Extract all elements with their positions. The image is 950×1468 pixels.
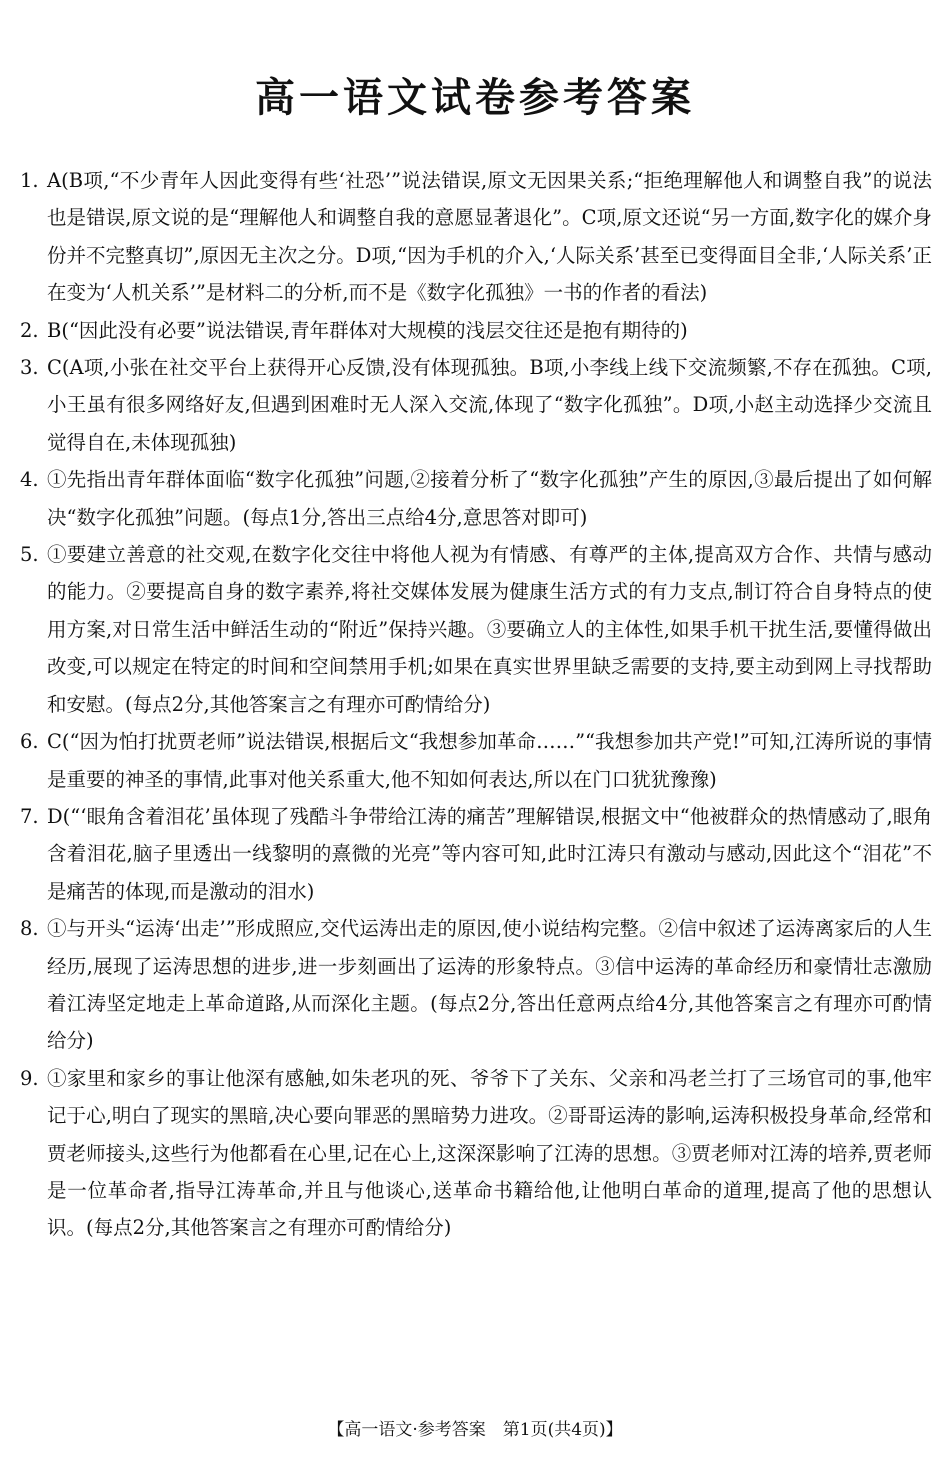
answer-text: D(“‘眼角含着泪花’虽体现了残酷斗争带给江涛的痛苦”理解错误,根据文中“他被群众的热情感动了,眼角含着泪花,脑子里透出一线黎明的熹微的光亮”等内容可知,此时江涛只有激动与感动,因此这个“泪花”不是痛苦的体现,而是激动的泪水) [47, 804, 932, 903]
answer-number: 6. [20, 730, 39, 754]
answer-number: 1. [20, 169, 39, 192]
answer-number: 9. [20, 1066, 39, 1090]
page-footer: 【高一语文·参考答案 第1页(共4页)】 [327, 1420, 623, 1440]
answer-item-4 [20, 461, 932, 536]
answer-item-9 [20, 1060, 932, 1247]
answer-number: 7. [20, 804, 39, 828]
answer-text: A(B项,“不少青年人因此变得有些‘社恐’”说法错误,原文无因果关系;“拒绝理解他人和调整自我”的说法也是错误,原文说的是“理解他人和调整自我的意愿显著退化”。C项,原文还说“另一方面,数字化的媒介身份并不完整真切”,原因无主次之分。D项,“因为手机的介入,‘人际关系’甚至已变得面目全非,‘人际关系’正在变为‘人机关系’”是材料二的分析,而不是《数字化孤独》一书的作者的看法) [47, 169, 932, 305]
answer-number: 8. [20, 917, 39, 941]
answer-text: C(A项,小张在社交平台上获得开心反馈,没有体现孤独。B项,小李线上线下交流频繁,不存在孤独。C项,小王虽有很多网络好友,但遇到困难时无人深入交流,体现了“数字化孤独”。D项,小赵主动选择少交流且觉得自在,未体现孤独) [47, 356, 932, 454]
answer-text: ①要建立善意的社交观,在数字化交往中将他人视为有情感、有尊严的主体,提高双方合作、共情与感动的能力。②要提高自身的数字素养,将社交媒体发展为健康生活方式的有力支点,制订符合自身特点的使用方案,对日常生活中鲜活生动的“附近”保持兴趣。③要确立人的主体性,如果手机干扰生活,要懂得做出改变,可以规定在特定的时间和空间禁用手机;如果在真实世界里缺乏需要的支持,要主动到网上寻找帮助和安慰。(每点2分,其他答案言之有理亦可酌情给分) [47, 543, 932, 716]
answer-text: C(“因为怕打扰贾老师”说法错误,根据后文“我想参加革命……”“我想参加共产党!”可知,江涛所说的事情是重要的神圣的事情,此事对他关系重大,他不知如何表达,所以在门口犹犹豫豫) [47, 730, 932, 791]
answer-text: ①家里和家乡的事让他深有感触,如朱老巩的死、爷爷下了关东、父亲和冯老兰打了三场官司的事,他牢记于心,明白了现实的黑暗,决心要向罪恶的黑暗势力进攻。②哥哥运涛的影响,运涛积极投身革命,经常和贾老师接头,这些行为他都看在心里,记在心上,这深深影响了江涛的思想。③贾老师对江涛的培养,贾老师是一位革命者,指导江涛革命,并且与他谈心,送革命书籍给他,让他明白革命的道理,提高了他的思想认识。(每点2分,其他答案言之有理亦可酌情给分) [47, 1066, 932, 1240]
answer-text: ①与开头“运涛‘出走’”形成照应,交代运涛出走的原因,使小说结构完整。②信中叙述了运涛离家后的人生经历,展现了运涛思想的进步,进一步刻画出了运涛的形象特点。③信中运涛的革命经历和豪情壮志激励着江涛坚定地走上革命道路,从而深化主题。(每点2分,答出任意两点给4分,其他答案言之有理亦可酌情给分) [47, 917, 932, 1053]
answer-item-7 [20, 798, 932, 910]
answer-item-2 [20, 312, 932, 349]
page-title: 高一语文试卷参考答案 [255, 75, 695, 121]
answer-item-5 [20, 536, 932, 723]
answer-item-6 [20, 723, 932, 798]
answer-number: 3. [20, 356, 39, 380]
answer-list [20, 162, 932, 1247]
answer-text: B(“因此没有必要”说法错误,青年群体对大规模的浅层交往还是抱有期待的) [47, 318, 688, 342]
answer-text: ①先指出青年群体面临“数字化孤独”问题,②接着分析了“数字化孤独”产生的原因,③最后提出了如何解决“数字化孤独”问题。(每点1分,答出三点给4分,意思答对即可) [47, 468, 932, 529]
answer-number: 2. [20, 318, 39, 342]
answer-item-3 [20, 349, 932, 461]
answer-item-8 [20, 910, 932, 1060]
answer-number: 5. [20, 543, 39, 567]
answer-item-1 [20, 162, 932, 312]
answer-number: 4. [20, 468, 39, 492]
